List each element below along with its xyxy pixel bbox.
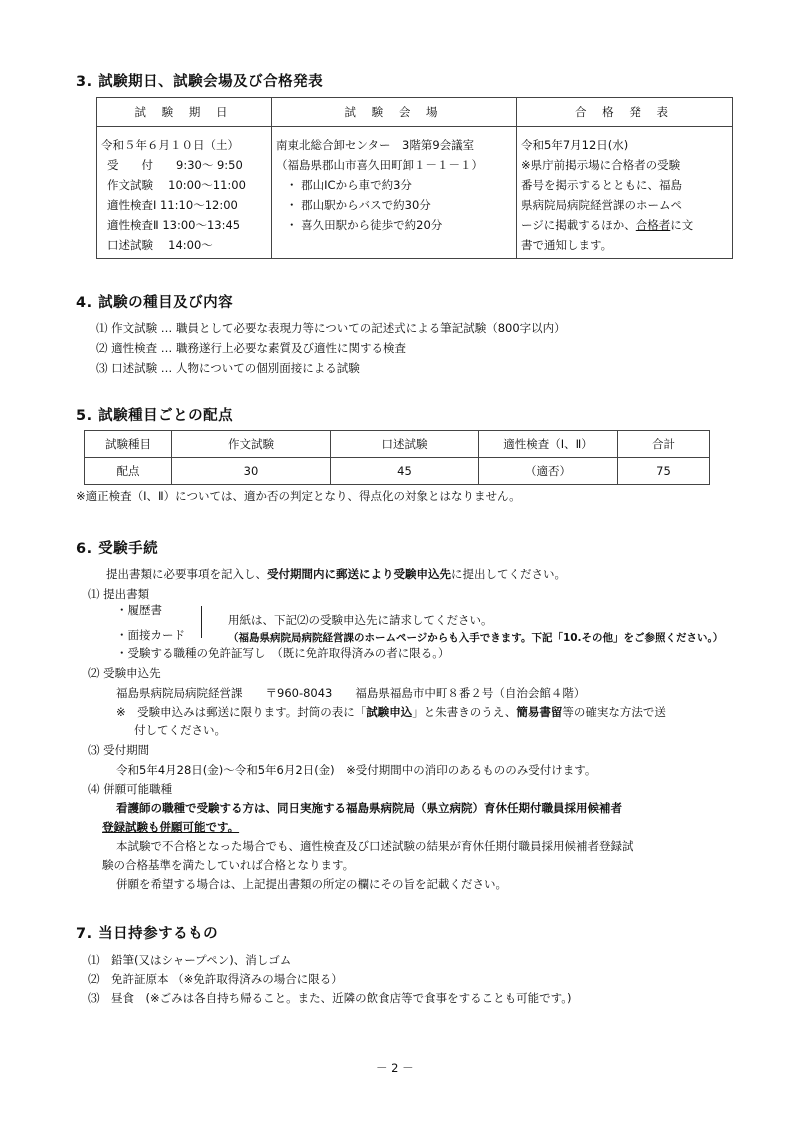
date-line: 作文試験 10:00～11:00 xyxy=(107,178,246,192)
section6-title: 6. 受験手続 xyxy=(76,541,159,557)
date-line: 適性検査Ⅱ 13:00～13:45 xyxy=(107,218,241,232)
result-line: 令和5年7月12日(水) xyxy=(521,138,629,152)
result-line: 書で通知します。 xyxy=(521,238,613,252)
result-line: 県病院局病院経営課のホームペ xyxy=(521,198,682,212)
intro-bold: 受付期間内に郵送により受験申込先 xyxy=(267,567,451,581)
s6-sub1: ⑴ 提出書類 xyxy=(88,587,150,601)
score-header: 試験種目 xyxy=(85,431,172,458)
score-table xyxy=(84,430,710,485)
s6-intro xyxy=(106,564,566,584)
section5-title: 5. 試験種目ごとの配点 xyxy=(76,408,234,424)
intro-text: 提出書類に必要事項を記入し、 xyxy=(106,567,267,581)
section3-title: 3. 試験期日、試験会場及び合格発表 xyxy=(76,74,324,90)
score-note: ※適正検査（Ⅰ、Ⅱ）については、適か否の判定となり、得点化の対象とはなりません。 xyxy=(76,489,521,503)
date-line: 適性検査Ⅰ 11:10～12:00 xyxy=(107,198,238,212)
score-header: 作文試験 xyxy=(172,431,331,458)
s7-item: ⑶ 昼食 (※ごみは各自持ち帰ること。また、近隣の飲食店等で食事をすることも可能です。) xyxy=(88,991,572,1005)
result-text: に文 xyxy=(670,218,694,232)
s4-item: ⑴ 作文試験 … 職員として必要な表現力等についての記述式による筆記試験（800字以内） xyxy=(96,321,566,335)
s6-sub3: ⑶ 受付期間 xyxy=(88,743,150,757)
doc-item: ・面接カード xyxy=(116,628,185,642)
venue-line: ・ 喜久田駅から徒歩で約20分 xyxy=(286,218,443,232)
result-line: 番号を掲示するとともに、福島 xyxy=(521,178,682,192)
venue-line: （福島県郡山市喜久田町卸１－１－１） xyxy=(276,158,483,172)
score-cell: （適否） xyxy=(479,458,618,485)
venue-cell xyxy=(272,127,517,259)
doc-item: ・受験する職種の免許証写し （既に免許取得済みの者に限る。） xyxy=(116,646,450,660)
date-line: 令和５年６月１０日（土） xyxy=(101,138,239,152)
header-venue: 試 験 会 場 xyxy=(272,98,517,127)
address: 福島県病院局病院経営課 〒960-8043 福島県福島市中町８番２号（自治会館４階） xyxy=(116,686,586,700)
score-cell: 45 xyxy=(331,458,479,485)
mail-note xyxy=(116,702,666,722)
result-line xyxy=(521,215,728,235)
date-line: 受 付 9:30～ 9:50 xyxy=(107,158,243,172)
period: 令和5年4月28日(金)～令和5年6月2日(金) ※受付期間中の消印のあるもののみ受付けます。 xyxy=(116,763,597,777)
score-cell: 30 xyxy=(172,458,331,485)
result-cell xyxy=(517,127,733,259)
doc-item: ・履歴書 xyxy=(116,603,162,617)
score-header: 合計 xyxy=(618,431,710,458)
mail-text: ※ 受験申込みは郵送に限ります。封筒の表に「 xyxy=(116,705,367,719)
venue-line: 南東北総合卸センター 3階第9会議室 xyxy=(276,138,475,152)
s4-item: ⑶ 口述試験 … 人物についての個別面接による試験 xyxy=(96,361,360,375)
header-result: 合 格 発 表 xyxy=(517,98,733,127)
intro-text: に提出してください。 xyxy=(451,567,566,581)
doc-note-bold: （福島県病院局病院経営課のホームページからも入手できます。下記「10.その他」をご参照ください。） xyxy=(228,632,724,644)
mail-note-cont: 付してください。 xyxy=(134,723,226,737)
combo-bold: 看護師の職種で受験する方は、同日実施する福島県病院局（県立病院）育休任期付職員採用候補者 xyxy=(116,801,622,815)
brace xyxy=(193,606,202,638)
date-line: 口述試験 14:00～ xyxy=(107,238,213,252)
s7-item: ⑴ 鉛筆(又はシャープペン)、消しゴム xyxy=(88,953,292,967)
score-cell: 配点 xyxy=(85,458,172,485)
s6-sub2: ⑵ 受験申込先 xyxy=(88,666,161,680)
score-header: 口述試験 xyxy=(331,431,479,458)
s4-item: ⑵ 適性検査 … 職務遂行上必要な素質及び適性に関する検査 xyxy=(96,341,406,355)
mail-bold: 簡易書留 xyxy=(516,705,563,719)
result-underlined: 合格者 xyxy=(635,218,671,232)
page-number: － 2 － xyxy=(376,1061,414,1075)
s7-item: ⑵ 免許証原本 （※免許取得済みの場合に限る） xyxy=(88,972,343,986)
s6-sub4: ⑷ 併願可能職種 xyxy=(88,782,173,796)
venue-line: ・ 郡山ICから車で約3分 xyxy=(286,178,412,192)
date-cell xyxy=(97,127,272,259)
venue-line: ・ 郡山駅からバスで約30分 xyxy=(286,198,431,212)
result-text: ージに掲載するほか、 xyxy=(521,218,636,232)
mail-bold: 試験申込 xyxy=(366,705,413,719)
section4-title: 4. 試験の種目及び内容 xyxy=(76,295,234,311)
result-line: ※県庁前掲示場に合格者の受験 xyxy=(521,158,681,172)
mail-text: 等の確実な方法で送 xyxy=(562,705,666,719)
mail-text: 」と朱書きのうえ、 xyxy=(412,705,517,719)
combo-bold: 登録試験も併願可能です。 xyxy=(102,820,240,834)
combo-text: 験の合格基準を満たしていれば合格となります。 xyxy=(102,858,355,872)
header-date: 試 験 期 日 xyxy=(97,98,272,127)
doc-note: 用紙は、下記⑵の受験申込先に請求してください。 xyxy=(228,613,493,627)
score-cell: 75 xyxy=(618,458,710,485)
section7-title: 7. 当日持参するもの xyxy=(76,926,219,942)
score-header: 適性検査（Ⅰ、Ⅱ） xyxy=(479,431,618,458)
combo-text: 併願を希望する場合は、上記提出書類の所定の欄にその旨を記載ください。 xyxy=(116,877,507,891)
combo-text: 本試験で不合格となった場合でも、適性検査及び口述試験の結果が育休任期付職員採用候補者登録試 xyxy=(116,839,634,853)
schedule-table xyxy=(96,97,733,259)
